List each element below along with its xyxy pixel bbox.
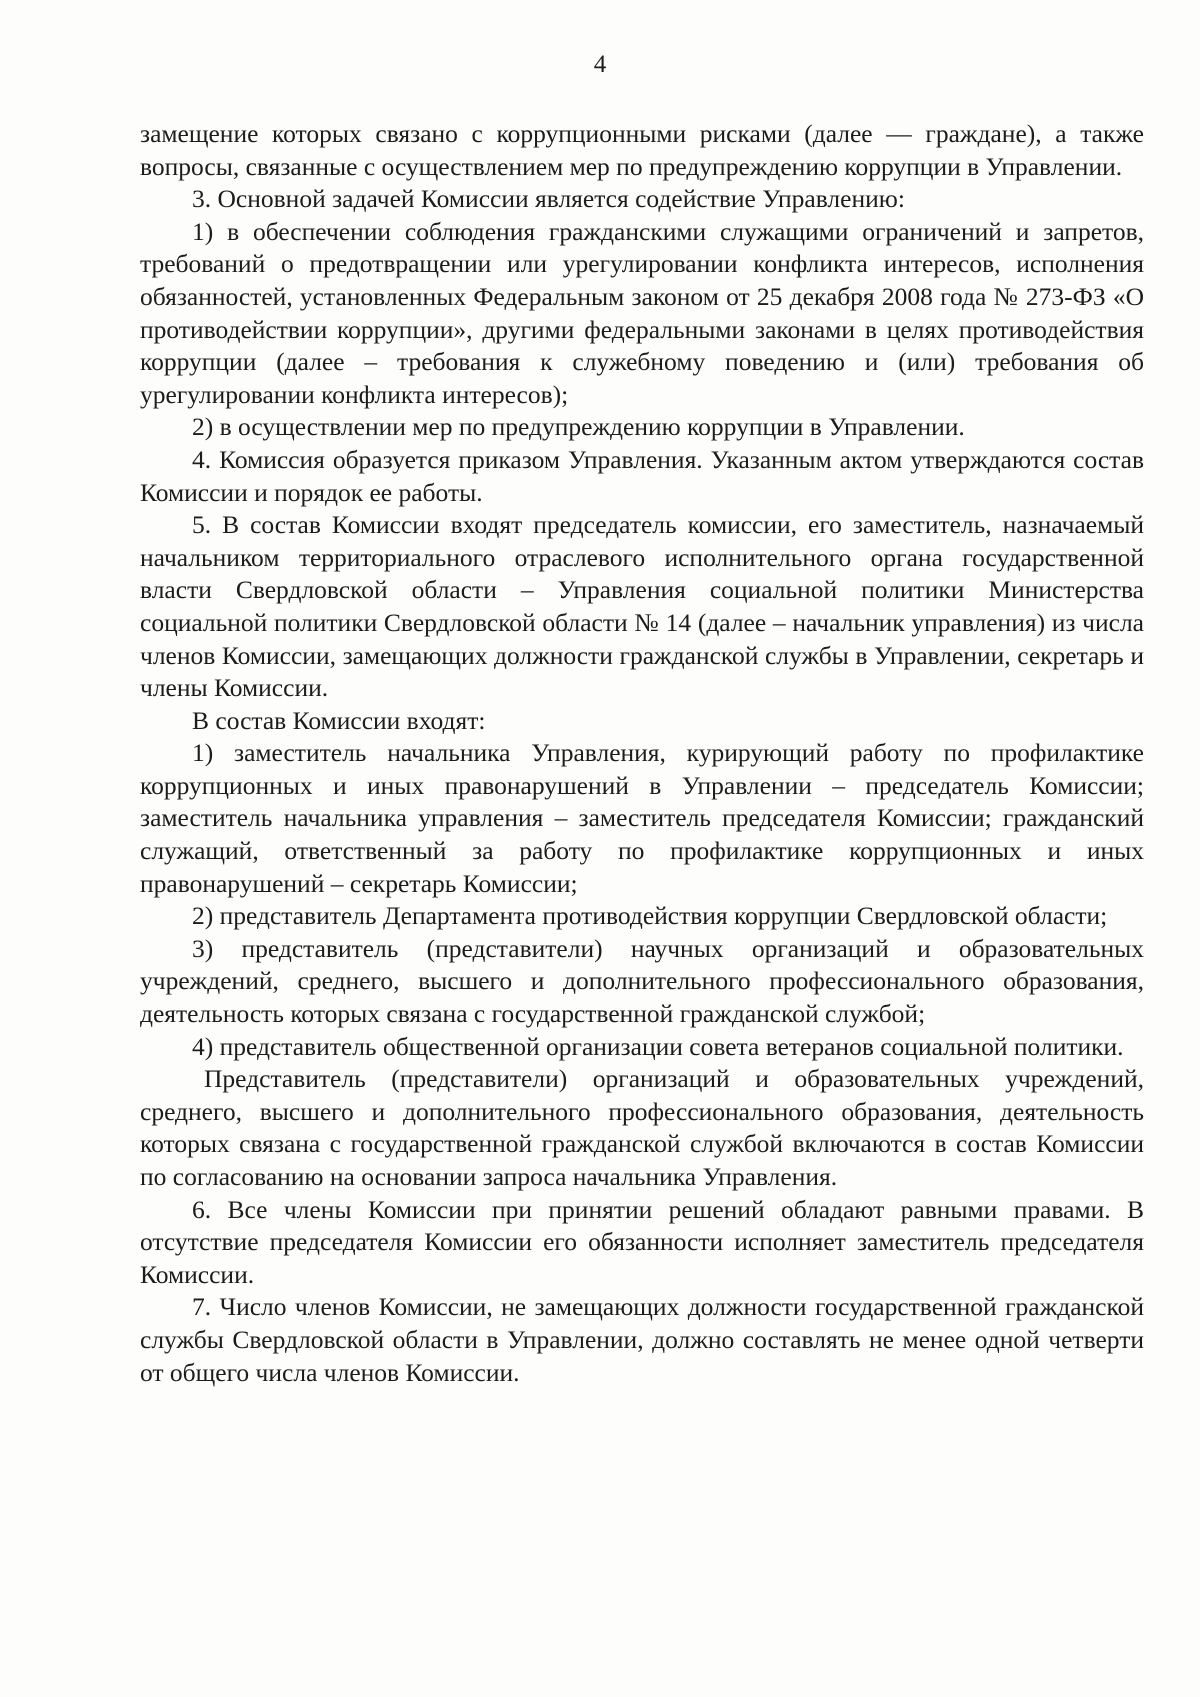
- paragraph-item-5: 5. В состав Комиссии входят председатель комиссии, его заместитель, назначаемый начальником территориального отраслевого исполнительного органа государственной власти Свердловской области – Управления социальной политики Министерства социальной политики Свердловской области № 14 (далее – начальник управления) из числа членов Комиссии, замещающих должности гражданской службы в Управлении, секретарь и члены Комиссии.: [140, 510, 1144, 703]
- paragraph-composition-intro: В состав Комиссии входят:: [192, 705, 486, 735]
- paragraph-item-7: 7. Число членов Комиссии, не замещающих должности государственной гражданской службы Свердловской области в Управлении, должно составлять не менее одной четверти от общего числа членов Комиссии.: [140, 1292, 1144, 1387]
- paragraph-item-3-2: 2) в осуществлении мер по предупреждению коррупции в Управлении.: [192, 412, 965, 442]
- paragraph-item-4: 4. Комиссия образуется приказом Управления. Указанным актом утверждаются состав Комиссии и порядок ее работы.: [140, 444, 1144, 507]
- paragraph-item-3: 3. Основной задачей Комиссии является содействие Управлению:: [192, 184, 905, 214]
- page-number: 4: [593, 51, 607, 78]
- paragraph-representatives: Представитель (представители) организаций и образовательных учреждений, среднего, высшего и дополнительного профессионального образования, деятельность которых связана с государственной гражданской службой включаются в состав Комиссии по согласованию на основании запроса начальника Управления.: [140, 1064, 1144, 1191]
- paragraph-item-6: 6. Все члены Комиссии при принятии решений обладают равными правами. В отсутствие председателя Комиссии его обязанности исполняет заместитель председателя Комиссии.: [140, 1194, 1144, 1289]
- paragraph-composition-1: 1) заместитель начальника Управления, курирующий работу по профилактике коррупционных и иных правонарушений в Управлении – председатель Комиссии; заместитель начальника управления – заместитель председателя Комиссии; гражданский служащий, ответственный за работу по профилактике коррупционных и иных правонарушений – секретарь Комиссии;: [140, 738, 1144, 898]
- document-body: [140, 118, 1144, 1389]
- paragraph-composition-2: 2) представитель Департамента противодействия коррупции Свердловской области;: [192, 901, 1108, 931]
- paragraph-item-3-1: 1) в обеспечении соблюдения гражданскими служащими ограничений и запретов, требований о предотвращении или урегулировании конфликта интересов, исполнения обязанностей, установленных Федеральным законом от 25 декабря 2008 года № 273-ФЗ «О противодействии коррупции», другими федеральными законами в целях противодействия коррупции (далее – требования к служебному поведению и (или) требования об урегулировании конфликта интересов);: [140, 216, 1144, 409]
- paragraph-composition-4: 4) представитель общественной организации совета ветеранов социальной политики.: [192, 1031, 1124, 1061]
- paragraph-continuation: замещение которых связано с коррупционными рисками (далее — граждане), а также вопросы, связанные с осуществлением мер по предупреждению коррупции в Управлении.: [140, 119, 1144, 181]
- paragraph-composition-3: 3) представитель (представители) научных организаций и образовательных учреждений, среднего, высшего и дополнительного профессионального образования, деятельность которых связана с государственной гражданской службой;: [140, 933, 1144, 1029]
